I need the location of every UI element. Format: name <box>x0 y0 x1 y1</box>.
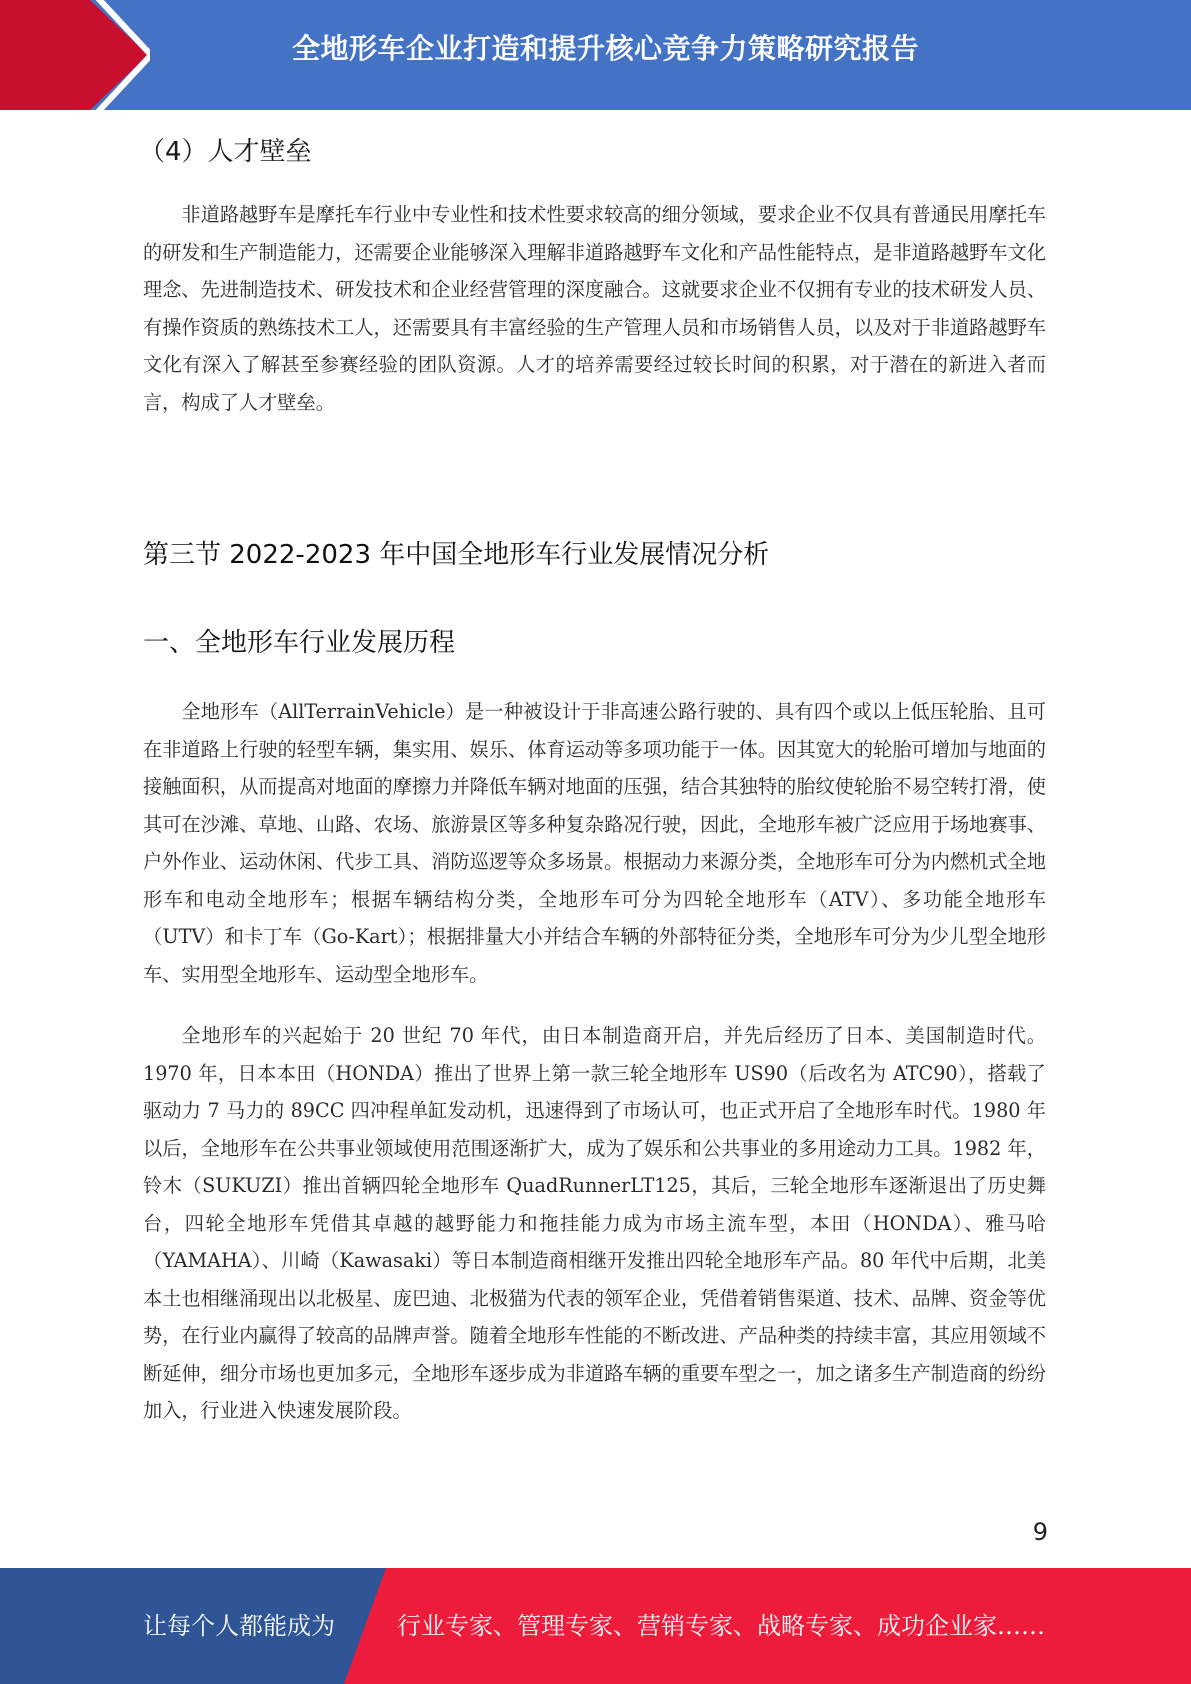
footer-slogan-left: 让每个人都能成为 <box>143 1612 335 1640</box>
page-footer <box>0 1568 1191 1684</box>
paragraph-talent-barrier: 非道路越野车是摩托车行业中专业性和技术性要求较高的细分领域，要求企业不仅具有普通民用摩托车的研发和生产制造能力，还需要企业能够深入理解非道路越野车文化和产品性能特点，是非道路越野车文化理念、先进制造技术、研发技术和企业经营管理的深度融合。这就要求企业不仅拥有专业的技术研发人员、有操作资质的熟练技术工人，还需要具有丰富经验的生产管理人员和市场销售人员，以及对于非道路越野车文化有深入了解甚至参赛经验的团队资源。人才的培养需要经过较长时间的积累，对于潜在的新进入者而言，构成了人才壁垒。 <box>143 203 1046 414</box>
paragraph-atv-definition: 全地形车（AllTerrainVehicle）是一种被设计于非高速公路行驶的、具有四个或以上低压轮胎、且可在非道路上行驶的轻型车辆，集实用、娱乐、体育运动等多项功能于一体。因其宽大的轮胎可增加与地面的接触面积，从而提高对地面的摩擦力并降低车辆对地面的压强，结合其独特的胎纹使轮胎不易空转打滑，使其可在沙滩、草地、山路、农场、旅游景区等多种复杂路况行驶，因此，全地形车被广泛应用于场地赛事、户外作业、运动休闲、代步工具、消防巡逻等众多场景。根据动力来源分类，全地形车可分为内燃机式全地形车和电动全地形车；根据车辆结构分类，全地形车可分为四轮全地形车（ATV）、多功能全地形车（UTV）和卡丁车（Go-Kart）；根据排量大小并结合车辆的外部特征分类，全地形车可分为少儿型全地形车、实用型全地形车、运动型全地形车。 <box>143 700 1046 986</box>
section-heading-3: 第三节 2022-2023 年中国全地形车行业发展情况分析 <box>143 540 770 570</box>
page-content <box>139 128 1046 1430</box>
page-number: 9 <box>1032 1518 1048 1546</box>
paragraph-atv-history: 全地形车的兴起始于 20 世纪 70 年代，由日本制造商开启，并先后经历了日本、美国制造时代。1970 年，日本本田（HONDA）推出了世界上第一款三轮全地形车 US90（后改名为 ATC90），搭载了驱动力 7 马力的 89CC 四冲程单缸发动机，迅速得到了市场认可，也正式开启了全地形车时代。1980 年以后，全地形车在公共事业领域使用范围逐渐扩大，成为了娱乐和公共事业的多用途动力工具。1982 年，铃木（SUKUZI）推出首辆四轮全地形车 QuadRunnerLT125，其后，三轮全地形车逐渐退出了历史舞台，四轮全地形车凭借其卓越的越野能力和拖挂能力成为市场主流车型，本田（HONDA）、雅马哈（YAMAHA）、川崎（Kawasaki）等日本制造商相继开发推出四轮全地形车产品。80 年代中后期，北美本土也相继涌现出以北极星、庞巴迪、北极猫为代表的领军企业，凭借着销售渠道、技术、品牌、资金等优势，在行业内赢得了较高的品牌声誉。随着全地形车性能的不断改进、产品种类的持续丰富，其应用领域不断延伸，细分市场也更加多元，全地形车逐步成为非道路车辆的重要车型之一，加之诸多生产制造商的纷纷加入，行业进入快速发展阶段。 <box>143 1024 1046 1422</box>
page-header <box>0 0 1191 110</box>
section-heading-development-history: 一、全地形车行业发展历程 <box>143 628 456 658</box>
footer-slogan-right: 行业专家、管理专家、营销专家、战略专家、成功企业家…… <box>397 1612 1045 1640</box>
subsection-heading-talent-barrier: （4）人才壁垒 <box>139 137 312 167</box>
report-title: 全地形车企业打造和提升核心竞争力策略研究报告 <box>291 32 919 65</box>
